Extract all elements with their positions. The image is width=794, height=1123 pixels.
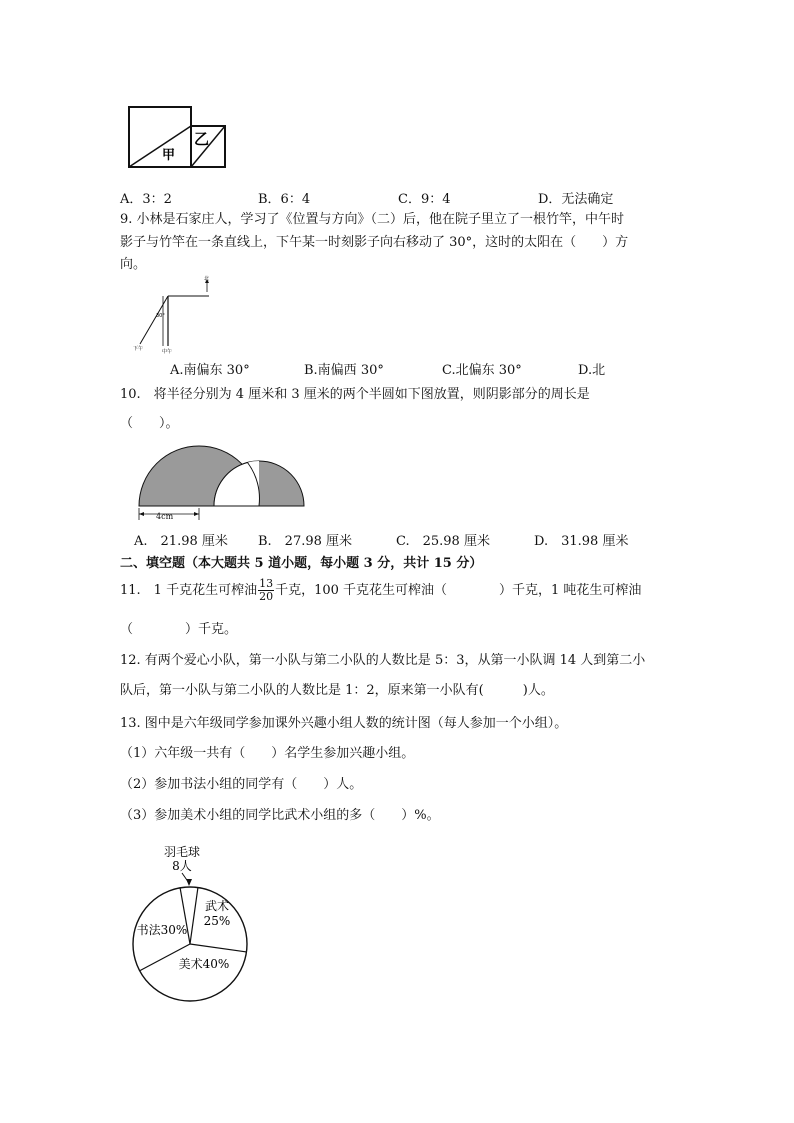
- q10-line2: （ ）。: [120, 416, 179, 431]
- pie-value-badminton: 8人: [172, 859, 192, 873]
- q9-line2: 影子与竹竿在一条直线上，下午某一时刻影子向右移动了 30°，这时的太阳在（ ）方: [120, 235, 629, 250]
- q9-option-a[interactable]: A.南偏东 30°: [170, 363, 250, 378]
- q10-option-b[interactable]: B. 27.98 厘米: [258, 534, 353, 549]
- pie-label-0-value: 25%: [203, 914, 231, 928]
- q8-option-a[interactable]: A．3：2: [120, 192, 172, 207]
- afternoon-label: 下午: [133, 346, 144, 352]
- q9-line3: 向。: [120, 257, 147, 272]
- q11-line1: [120, 573, 641, 609]
- label-jia: 甲: [162, 148, 176, 163]
- pie-arrow-head: [186, 879, 192, 886]
- q10-option-c[interactable]: C. 25.98 厘米: [396, 534, 490, 549]
- q8-figure: [126, 104, 230, 170]
- q13-sub2: （2）参加书法小组的同学有（ ）人。: [120, 777, 363, 792]
- q10-option-a[interactable]: A. 21.98 厘米: [134, 534, 228, 549]
- q9-option-d[interactable]: D.北: [578, 363, 606, 378]
- q10-line1: 10. 将半径分别为 4 厘米和 3 厘米的两个半圆如下图放置，则阴影部分的周长是: [120, 387, 590, 402]
- pie-label-2: 书法30%: [136, 923, 188, 937]
- q8-option-d[interactable]: D．无法确定: [538, 192, 614, 207]
- pie-label-1: 美术40%: [178, 957, 230, 971]
- pie-label-0: 武术: [204, 899, 230, 913]
- noon-label: 中午: [162, 349, 173, 355]
- q13-sub1: （1）六年级一共有（ ）名学生参加兴趣小组。: [120, 746, 415, 761]
- q11-part-a: 11. 1 千克花生可榨油: [120, 583, 258, 598]
- pie-chart: [120, 838, 260, 1006]
- label-yi: 乙: [194, 130, 210, 148]
- q9-option-c[interactable]: C.北偏东 30°: [442, 363, 522, 378]
- q12-line2: 队后，第一小队与第二小队的人数比是 1：2，原来第一小队有( )人。: [120, 683, 554, 698]
- q13-sub3: （3）参加美术小组的同学比武术小组的多（ ）%。: [120, 808, 440, 823]
- q8-option-b[interactable]: B．6：4: [258, 192, 311, 207]
- section2-heading: 二、填空题（本大题共 5 道小题，每小题 3 分，共计 15 分）: [120, 556, 483, 571]
- q10-figure: [136, 440, 308, 522]
- q12-line1: 12. 有两个爱心小队，第一小队与第二小队的人数比是 5：3，从第一小队调 14 人到第二小: [120, 653, 646, 668]
- pie-label-badminton: 羽毛球: [163, 845, 201, 859]
- q11-fraction: [258, 578, 274, 603]
- q11-line2: （ ）千克。: [120, 622, 238, 637]
- q9-option-b[interactable]: B.南偏西 30°: [304, 363, 384, 378]
- q10-option-d[interactable]: D. 31.98 厘米: [534, 534, 629, 549]
- dimension-label: 4cm: [156, 512, 174, 521]
- q11-frac-num: 13: [259, 577, 274, 590]
- q11-part-b: 千克，100 千克花生可榨油（ ）千克，1 吨花生可榨油: [275, 583, 642, 598]
- angle-label: 30°: [156, 313, 165, 319]
- q9-line1: 9. 小林是石家庄人，学习了《位置与方向》（二）后，他在院子里立了一根竹竿，中午时: [120, 212, 625, 227]
- q9-figure: [128, 274, 218, 360]
- north-label: 北: [204, 276, 210, 282]
- q13-line1: 13. 图中是六年级同学参加课外兴趣小组人数的统计图（每人参加一个小组）。: [120, 716, 568, 731]
- q8-option-c[interactable]: C．9：4: [398, 192, 451, 207]
- q11-frac-den: 20: [259, 590, 274, 603]
